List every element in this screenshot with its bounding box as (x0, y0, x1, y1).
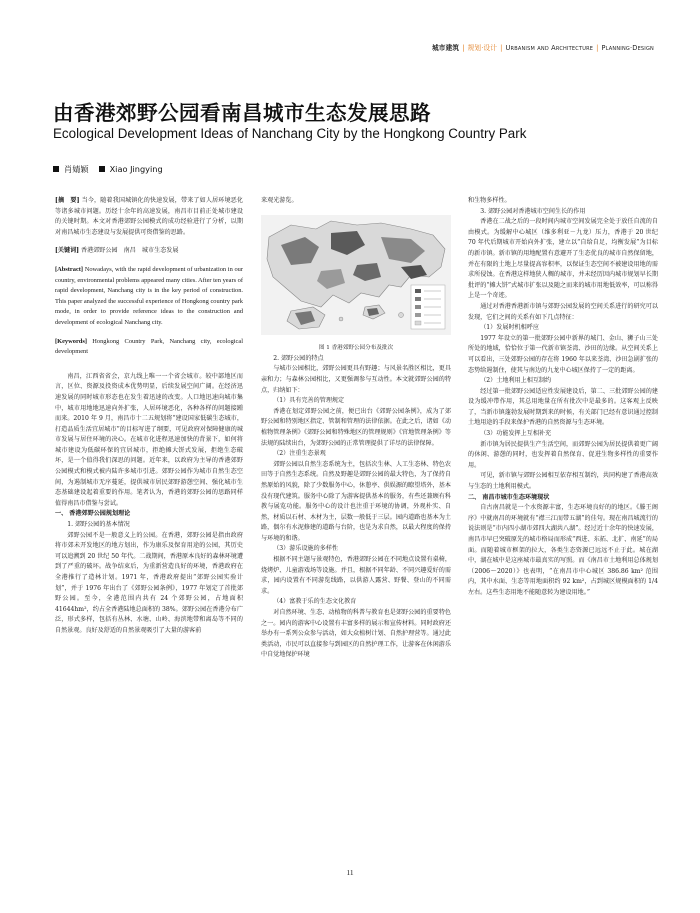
figure-caption: 图 1 香港郊野公园分布及批次 (318, 345, 394, 352)
header-section-a: 城市建筑 (432, 44, 460, 52)
item-heading-4: （4）富教于乐的生态文化教育 (273, 598, 357, 606)
item-heading-2: （2）注重生态景观 (273, 450, 326, 458)
abstract-cn-text: 当今，随着我国城镇化的快速发展，带来了如人居环境恶化等诸多城市问题。历经十余年的高速发展，南昌市目前正处城市建设的关键时期。本文对香港郊野公园模式的成功经验进行了分析，以期对南昌城市生态建设与发展提供可资借鉴的思路。 (55, 197, 243, 236)
paragraph-continuation: 来观光游览。 (261, 197, 298, 204)
legend-swatch (415, 289, 421, 293)
paragraph-land-use: 经过第一批郊野公园适应性发展建设后，第二、三批郊野公园的建设为缓冲带作用，其总用地量在所有批次中是最多的。这客观上反映了，当新市镇蓬勃发展时期到来的时候，有关部门已经有意识通过控制土地用途的手段来保护香港的自然资源与生态环境。 (468, 387, 658, 427)
legend-swatch (415, 313, 421, 317)
keywords-cn-text: 香港郊野公园 南昌 城市生态发展 (79, 247, 179, 255)
column-1 (55, 196, 243, 637)
abstract-cn-label: [摘 要] (55, 197, 80, 204)
column-3 (468, 196, 658, 599)
paragraph-functions: 新市镇为居民提供生产生活空间，而郊野公园为居民提供着更广阔的休闲、游憩的同时，也发挥着自然保育、促进生物多样性的重要作用。 (468, 440, 658, 469)
bullet-square-icon (99, 166, 105, 172)
item-heading-5: （1）发展时机相呼应 (480, 324, 539, 332)
abstract-cn (55, 196, 243, 372)
running-head: 城市建筑 | 规划·设计 | Urbanism and Architecture | Planning·Design (432, 44, 654, 52)
paragraph-country-park: 郊野公园不是一般意义上的公园。在香港，郊野公园是指由政府将市郊未开发地区的地方划出，作为康乐及保育用途的公园，其历史可以追溯到 20 世纪 50 年代。二战期间，香港原本良好的森林环境遭到了严重的破坏。战争结束后，为重新营造良好的环境，香港政府在全港推行了造林计划。1971 年，香港政府提出“郊野公园实验计划”，并于 1976 年出台了《郊野公园条例》，1977 年划定了首批郊野公园。至今，全港范围内共有 24 个郊野公园，占地面积 41644hm²，约占全香港陆地总面积的 38%。郊野公园在香港分布广泛，形式多样，包括有丛林、水塘、山岭、海滨地带和离岛等不同的自然景观。良好及舒适的自然景观吸引了大量的游客前 (55, 531, 243, 634)
page-number: 11 (346, 868, 354, 877)
paragraph-nanchang-status: 自古南昌就是一个水资源丰富，生态环境良好的的地区。《滕王阁序》中就南昌的环境就有“襟三江而带五湖”的佳句。现在南昌城流行的说法则是“市内四小湖市郊四大湖共八湖”。经过近十余年的快速发展，南昌市早已突破原先的城市格局而形成“西进、东拓、北扩、南延”的局面。而随着城市框架的拉大，各类生态资源已远远不止于此。城在湖中，湖在城中是这座城市最真实的写照。而《南昌市土地利用总体规划（2006～2020）》也表明，“在南昌市中心城区 386.86 km² 范围内，其中水面、生态等用地面积约 92 km²，占到城区规模面积的 1/4 左右。这些生态用地不能随意转为建设用地。” (468, 504, 658, 596)
paragraph-continuation: 和生物多样性。 (468, 197, 511, 204)
subsection-heading-1-2: 2. 郊野公园的特点 (273, 354, 324, 362)
item-heading-1: （1）具有完善的管理规定 (273, 397, 345, 405)
column-2 (261, 196, 451, 661)
bullet-square-icon (53, 166, 59, 172)
paragraph-timing: 1977 年设立的第一批郊野公园中新界的城门、金山、狮子山三处所处的地域，恰恰位于第一代新市镇荃湾、沙田的边缘。从空间关系上可以看出，三处郊野公园的存在将 1960 年以来荃湾、沙田急剧扩张的态势给遏制住，使其与南边的九龙中心城区保持了一定的距离。 (468, 334, 659, 374)
subsection-heading-1-1: 1. 郊野公园的基本情况 (67, 521, 130, 529)
article-title-en: Ecological Development Ideas of Nanchang City by the Hongkong Country Park (53, 126, 527, 141)
paragraph-education: 对自然环境、生态、动植物的科普与教育也是郊野公园的重要特色之一。园内的游客中心设置有丰富多样的展示和宣传材料。同时政府还举办有一系列公众参与活动，如大众植树计划、自然护理营等。通过此类活动，市民可以直接参与到园区的自然护理工作，让游客在休闲游乐中自觉地保护环境 (261, 609, 451, 659)
keywords-cn-label: [关键词] (55, 247, 80, 255)
island-dot (339, 317, 343, 321)
header-section-d: Planning·Design (601, 44, 654, 52)
paragraph-summary: 可见，新市镇与郊野公园相互依存相互制约，共同构建了香港高效与生态的土地利用模式。 (468, 472, 658, 491)
header-section-c: Urbanism and Architecture (505, 44, 594, 52)
authors (53, 164, 163, 175)
abstract-en-label: [Abstract] (55, 265, 84, 273)
subsection-heading-1-3: 3. 郊野公园对香港城市空间生长的作用 (480, 207, 586, 215)
paragraph-urban-growth: 香港在二战之后的一段时间内城市空间发展完全处于放任自流的自由模式。为缓解中心城区（维多利亚－九龙）压力，香港于 20 世纪 70 年代后期城市开始向外扩张，建立以“自给自足，均衡发展”为目标的新市镇。新市镇的用地配置有意避开了生态优良的城市自然保留地，并在有限的土地上尽量提高容积率，以保证生态空间不被建设用地的需求所侵蚀。在香港这样地狭人稠的城市，并未经历因内城市规划早长期批评的“摊大饼”式城市扩张以及随之而来的城市用地低效率，可以称得上是一个奇迹。 (468, 218, 658, 300)
abstract-en-text: Nowadays, with the rapid development of urbanization in our country, environmental problems appeared many cities. After ten years of rapid development, Nanchang city is in the key period of construction. This paper analyzed the successful experience of Hongkong country park mode, in order to provide reference ideas to the construction and development of ecological Nanchang city. (55, 265, 243, 326)
keywords-en-label: [Keywords] (55, 337, 87, 345)
paragraph-relations: 通过对香港香港新市镇与郊野公园发展的空间关系进行的研究可以发现，它们之间的关系有如下几点特征： (468, 302, 658, 321)
map-figure (261, 215, 451, 335)
legend-swatch (415, 321, 421, 325)
paragraph-ecology: 郊野公园以自然生态系统为主，包括次生林、人工生态林、特色农田等于自然生态系统。自然及野趣是郊野公园的最大特色，为了保持自然原始的风貌，除了少数服务中心，休憩亭、供娱源的瞭望塔外，基本没有现代建筑。服务中心除了为游客提供基本的服务，有些还兼顾有科教与展览功能。服务中心的设计也注重于环境的协调，外观朴实、自然，材质以石材、木材为主，层数一般低于三层。园内道路也基本为土路，偶尔有水泥修建的道路与台阶，也是为求自然，以最大程度的保持与环境的和谐。 (261, 460, 451, 542)
item-heading-3: （3）游乐设施的多样性 (273, 545, 339, 553)
intro-paragraph: 南昌，江西省省会，京九线上唯一一个省会城市。较中部地区而言，区位、资源及投资成本优势明显，后续发展空间广阔。在经济迅速发展的同时城市形态也在发生着迅速的改变。人口地迅速向城市集中，城市用地地迅速向外扩张，人居环境恶化，各种各样的问题接踵而来。2010 年 9 月，南昌市十二五规划将“建设国家低碳生态城市，打造品质生活宜居城市”的目标写进了纲要，可见政府对保障健康的城市发展与居住环境的决心。在城市化进程迅速加快的背景下，如何将城市建设为低碳环保的宜居城市，拒绝摊大饼式发展，拒绝生态破坏，是一个值得我们深思的问题。近年来，以政府为主导的香港郊野公园模式和模式被内陆许多城市引进。郊野公园作为城市自然生态空间，为遏制城市无序蔓延，提供城市居民郊野游憩空间、强化城市生态基础建设起着重要的作用。笔者认为，香港的郊野公园的思路同样值得南昌市借鉴与尝试。 (55, 372, 243, 507)
island-dot (399, 312, 404, 317)
header-section-b: 规划·设计 (467, 44, 498, 52)
legend-swatch (415, 297, 421, 301)
author-en: Xiao Jingying (109, 164, 163, 174)
section-heading-1: 一、 香港郊野公园规划理论 (55, 510, 131, 518)
author-cn: 肖婧颖 (64, 164, 89, 174)
keywords-en-text: Hongkong Country Park, Nanchang city, ecological development (55, 337, 243, 356)
paragraph-features-intro: 与城市公园相比，郊野公园更具有野趣；与风景名胜区相比，更具亲和力；与森林公园相比，又更强调参与互动性。本文就郊野公园的特点，归纳如下： (261, 365, 451, 394)
paragraph-facilities: 根据不同主题与景观特色，香港郊野公园在不同地点设置有桌椅，烧烤炉、儿童游戏场等设施。并且，根据不同年龄、不同兴趣爱好的需求，园内设置有不同游览线路，以供游人露营、野餐、登山的不同需求。 (261, 556, 451, 595)
legend-swatch (415, 305, 421, 309)
article-title-cn: 由香港郊野公园看南昌城市生态发展思路 (53, 101, 431, 125)
item-heading-6: （2）土地利用上相互制约 (480, 377, 552, 385)
item-heading-7: （3）功能发挥上互相补充 (480, 430, 552, 438)
paragraph-regulations: 香港在划定郊野公园之前，便已出台《郊野公园条例》，成为了郊野公园和特别地区指定、管制和管理的法律依据。在此之后，诸如《动植物管理条例》《郊野公园和特殊地区的管理规则》《官地管理条例》等法规的陆续出台，为郊野公园的正常管理提供了详尽的法律保障。 (261, 407, 451, 447)
section-heading-2: 二、 南昌市城市生态环境现状 (468, 493, 550, 501)
